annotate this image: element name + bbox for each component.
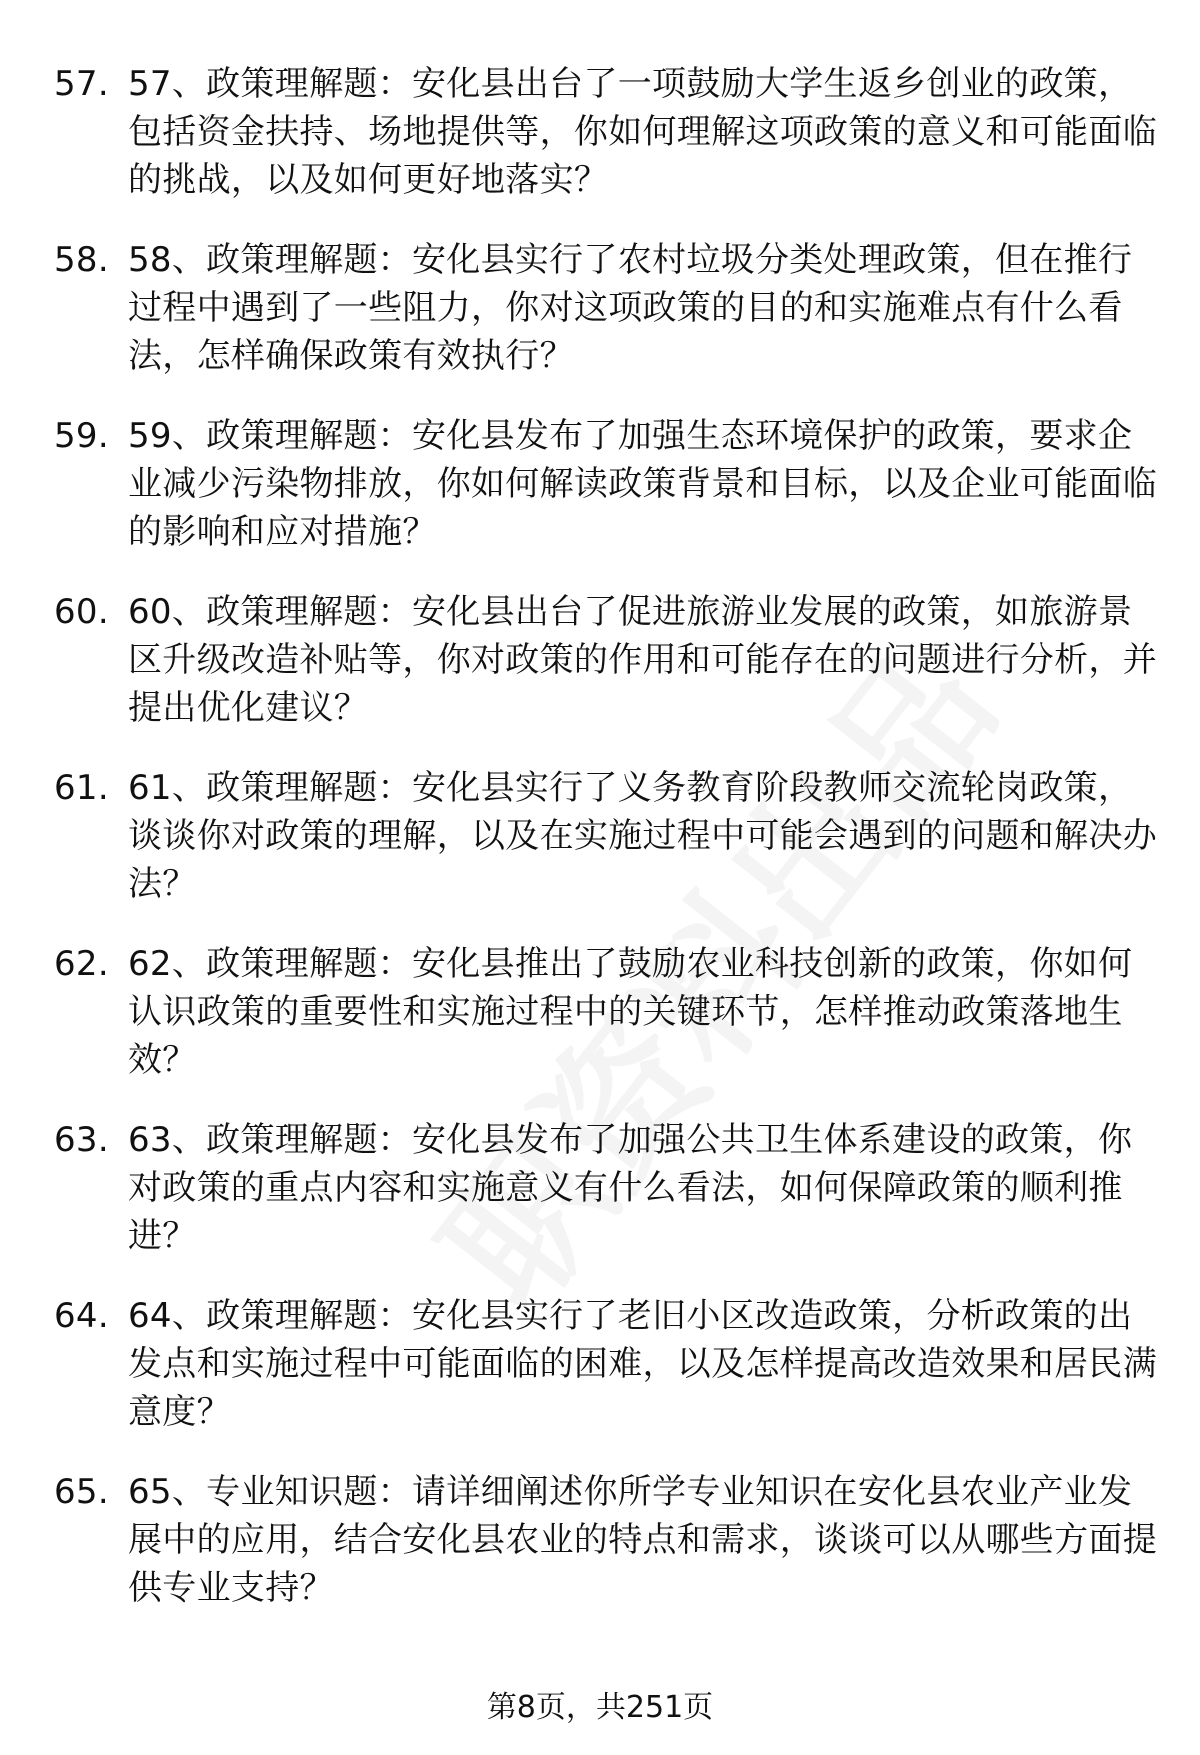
question-number: 62. [54,944,109,984]
question-number: 65. [54,1472,109,1512]
question-number: 61. [54,768,109,808]
question-text: 65、专业知识题：请详细阐述你所学专业知识在安化县农业产业发展中的应用，结合安化县农业的特点和需求，谈谈可以从哪些方面提供专业支持？ [128,1472,1157,1608]
question-text: 57、政策理解题：安化县出台了一项鼓励大学生返乡创业的政策，包括资金扶持、场地提供等，你如何理解这项政策的意义和可能面临的挑战，以及如何更好地落实？ [128,64,1157,200]
question-item [54,60,1164,204]
question-item [54,940,1164,1084]
question-number: 57. [54,64,109,104]
question-text: 60、政策理解题：安化县出台了促进旅游业发展的政策，如旅游景区升级改造补贴等，你对政策的作用和可能存在的问题进行分析，并提出优化建议？ [128,592,1157,728]
question-item [54,588,1164,732]
question-item [54,412,1164,556]
page-footer: 第8页，共251页 [486,1690,714,1725]
question-item [54,236,1164,380]
question-number: 58. [54,240,109,280]
question-text: 62、政策理解题：安化县推出了鼓励农业科技创新的政策，你如何认识政策的重要性和实施过程中的关键环节，怎样推动政策落地生效？ [128,944,1133,1080]
question-text: 61、政策理解题：安化县实行了义务教育阶段教师交流轮岗政策，谈谈你对政策的理解，以及在实施过程中可能会遇到的问题和解决办法？ [128,768,1157,904]
question-text: 59、政策理解题：安化县发布了加强生态环境保护的政策，要求企业减少污染物排放，你如何解读政策背景和目标，以及企业可能面临的影响和应对措施？ [128,416,1157,552]
question-number: 60. [54,592,109,632]
question-text: 58、政策理解题：安化县实行了农村垃圾分类处理政策，但在推行过程中遇到了一些阻力，你对这项政策的目的和实施难点有什么看法，怎样确保政策有效执行？ [128,240,1133,376]
question-item [54,1116,1164,1260]
question-number: 63. [54,1120,109,1160]
question-item [54,1468,1164,1612]
question-number: 59. [54,416,109,456]
question-item [54,764,1164,908]
question-item [54,1292,1164,1436]
question-text: 64、政策理解题：安化县实行了老旧小区改造政策，分析政策的出发点和实施过程中可能面临的困难，以及怎样提高改造效果和居民满意度？ [128,1296,1157,1432]
question-text: 63、政策理解题：安化县发布了加强公共卫生体系建设的政策，你对政策的重点内容和实施意义有什么看法，如何保障政策的顺利推进？ [128,1120,1133,1256]
question-number: 64. [54,1296,109,1336]
question-list [54,60,1164,1644]
